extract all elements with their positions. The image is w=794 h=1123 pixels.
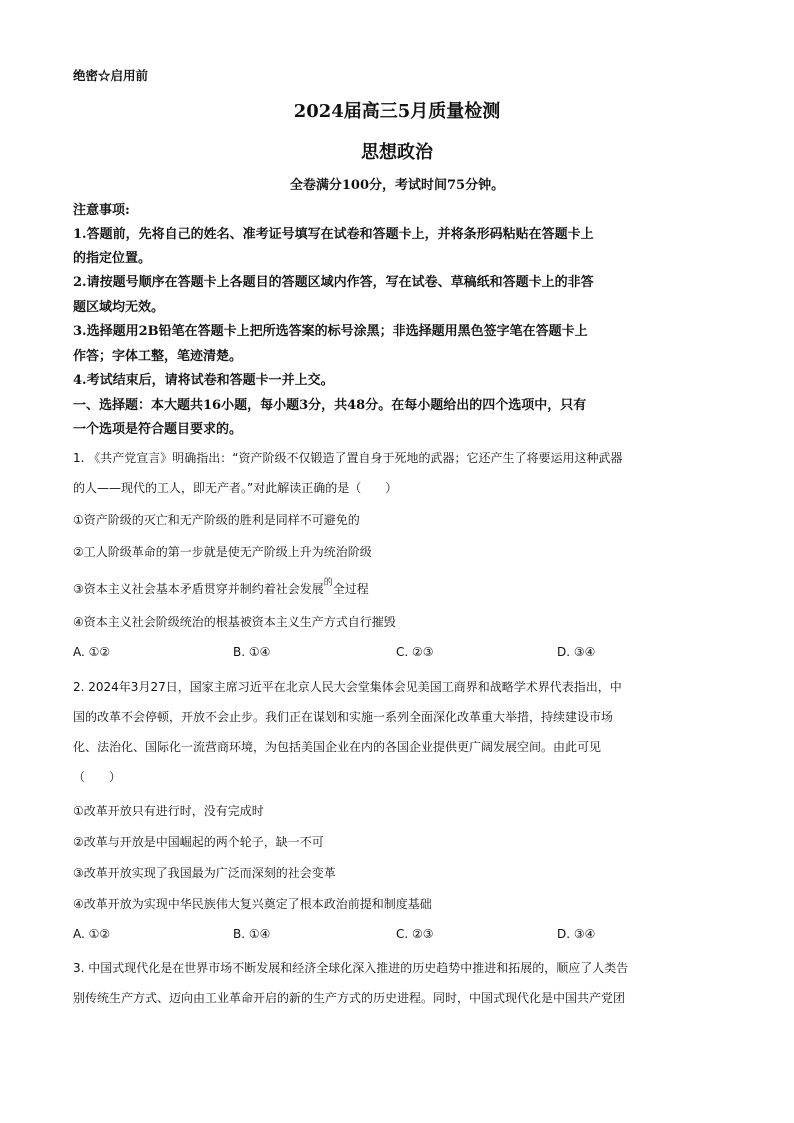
q1-item <box>73 578 369 597</box>
q2-stem: 化、法治化、国际化一流营商环境，为包括美国企业在内的各国企业提供更广阔发展空间。由此可见 <box>73 740 602 754</box>
q1-option-a[interactable]: A. ①② <box>73 645 111 659</box>
q1-option-b[interactable]: B. ①④ <box>233 645 271 659</box>
notice-line: 3.选择题用2B铅笔在答题卡上把所选答案的标号涂黑；非选择题用黑色签字笔在答题卡上 <box>73 324 588 339</box>
q1-option-d[interactable]: D. ③④ <box>557 645 596 659</box>
q1-item: ②工人阶级革命的第一步就是使无产阶级上升为统治阶级 <box>73 545 372 559</box>
section-heading: 一个选项是符合题目要求的。 <box>73 422 243 437</box>
notice-line: 1.答题前，先将自己的姓名、准考证号填写在试卷和答题卡上，并将条形码粘贴在答题卡上 <box>73 227 594 242</box>
q1-item-text: ③资本主义社会基本矛盾贯穿并制约着社会发展 <box>73 582 324 596</box>
q2-option-d[interactable]: D. ③④ <box>557 927 596 941</box>
q1-item: ④资本主义社会阶级统治的根基被资本主义生产方式自行摧毁 <box>73 615 396 629</box>
section-heading: 一、选择题：本大题共16小题，每小题3分，共48分。在每小题给出的四个选项中，只有 <box>73 398 587 413</box>
q2-item: ②改革与开放是中国崛起的两个轮子，缺一不可 <box>73 835 324 849</box>
q2-item: ④改革开放为实现中华民族伟大复兴奠定了根本政治前提和制度基础 <box>73 897 432 911</box>
q2-option-a[interactable]: A. ①② <box>73 927 111 941</box>
q1-stem: 的人——现代的工人，即无产者。”对此解读正确的是（ ） <box>73 481 398 495</box>
q2-item: ③改革开放实现了我国最为广泛而深刻的社会变革 <box>73 866 336 880</box>
notice-line: 题区域均无效。 <box>73 300 165 315</box>
q2-stem: （ ） <box>73 770 122 784</box>
exam-info: 全卷满分100分，考试时间75分钟。 <box>289 178 505 193</box>
q3-stem: 3. 中国式现代化是在世界市场不断发展和经济全球化深入推进的历史趋势中推进和拓展的，顺应了人类告 <box>73 961 629 975</box>
q2-option-b[interactable]: B. ①④ <box>233 927 271 941</box>
notice-heading: 注意事项: <box>73 203 130 218</box>
q2-stem: 国的改革不会停顿，开放不会止步。我们正在谋划和实施一系列全面深化改革重大举措，持续建设市场 <box>73 710 614 724</box>
notice-line: 的指定位置。 <box>73 251 152 266</box>
exam-title: 2024届高三5月质量检测 <box>293 101 501 122</box>
q1-item-tail: 全过程 <box>332 582 369 596</box>
notice-line: 2.请按题号顺序在答题卡上各题目的答题区域内作答，写在试卷、草稿纸和答题卡上的非答 <box>73 275 594 290</box>
q1-item: ①资产阶级的灭亡和无产阶级的胜利是同样不可避免的 <box>73 513 360 527</box>
q2-item: ①改革开放只有进行时，没有完成时 <box>73 804 264 818</box>
secret-label: 绝密☆启用前 <box>73 68 149 83</box>
q1-option-c[interactable]: C. ②③ <box>396 645 434 659</box>
q1-stem: 1. 《共产党宣言》明确指出：“资产阶级不仅锻造了置自身于死地的武器；它还产生了将要运用这种武器 <box>73 451 623 465</box>
notice-line: 4.考试结束后，请将试卷和答题卡一并上交。 <box>73 373 334 388</box>
q3-stem: 别传统生产方式、迈向由工业革命开启的新的生产方式的历史进程。同时，中国式现代化是中国共产党团 <box>73 991 626 1005</box>
q2-stem: 2. 2024年3月27日，国家主席习近平在北京人民大会堂集体会见美国工商界和战略学术界代表指出，中 <box>73 680 622 694</box>
q2-option-c[interactable]: C. ②③ <box>396 927 434 941</box>
subject-title: 思想政治 <box>361 142 433 163</box>
q1-item-sup: 的 <box>323 578 333 588</box>
notice-line: 作答；字体工整，笔迹清楚。 <box>73 349 243 364</box>
